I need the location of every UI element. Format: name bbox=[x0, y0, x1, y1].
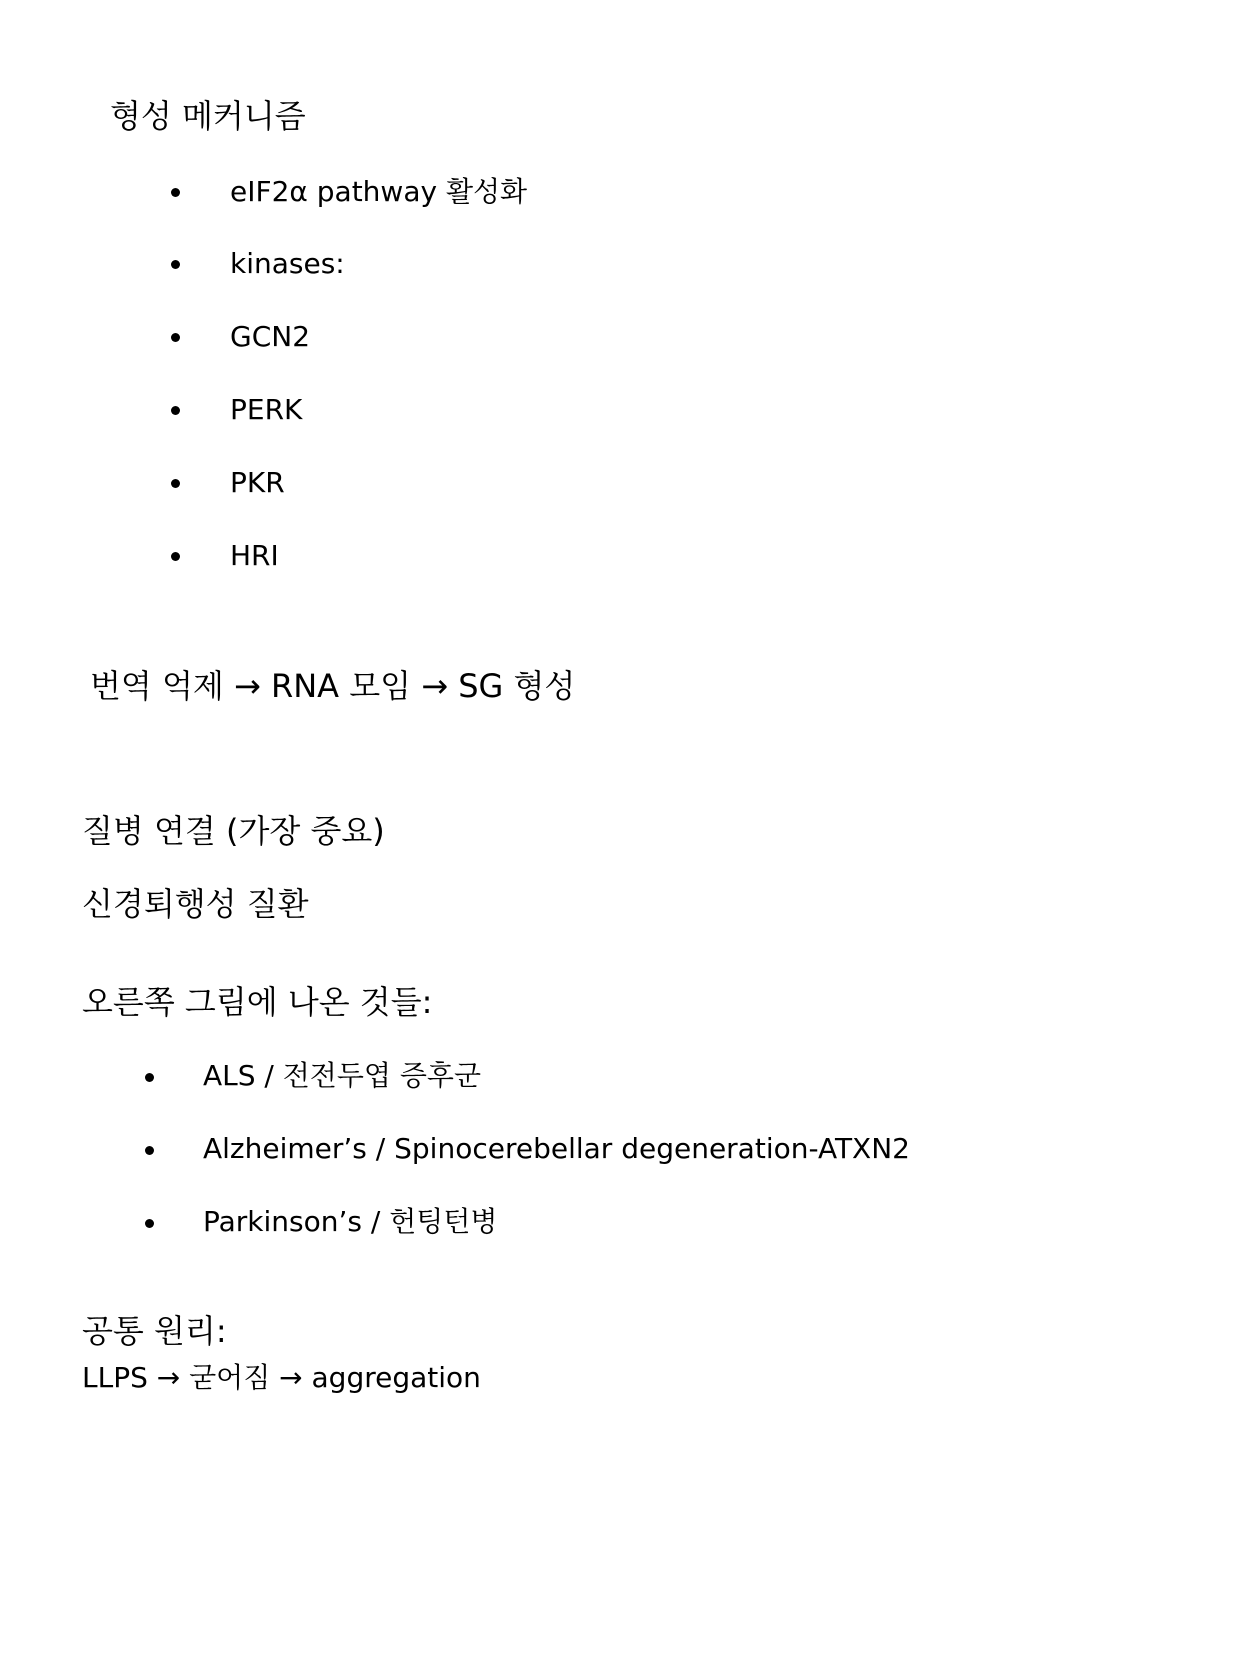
list-item-text: PKR bbox=[230, 466, 285, 499]
list-item-text: eIF2α pathway 활성화 bbox=[230, 175, 528, 208]
bullet-dot bbox=[145, 1073, 154, 1082]
bullet-dot bbox=[171, 406, 180, 415]
bullet-dot bbox=[171, 260, 180, 269]
disease-subtitle: 신경퇴행성 질환 bbox=[82, 885, 309, 923]
list-item-text: ALS / 전전두엽 증후군 bbox=[203, 1059, 481, 1092]
list-item-text: GCN2 bbox=[230, 320, 311, 353]
bullet-dot bbox=[145, 1219, 154, 1228]
bullet-dot bbox=[171, 479, 180, 488]
list-item-text: kinases: bbox=[230, 247, 345, 280]
figure-intro: 오른쪽 그림에 나온 것들: bbox=[82, 983, 433, 1021]
bullet-dot bbox=[171, 188, 180, 197]
list-item-text: HRI bbox=[230, 539, 279, 572]
principle-heading: 공통 원리: bbox=[82, 1312, 227, 1350]
disease-heading: 질병 연결 (가장 중요) bbox=[82, 812, 385, 850]
list-item-text: Parkinson’s / 헌팅턴병 bbox=[203, 1205, 498, 1238]
bullet-dot bbox=[171, 333, 180, 342]
principle-flow: LLPS → 굳어짐 → aggregation bbox=[82, 1361, 481, 1394]
list-item-text: PERK bbox=[230, 393, 303, 426]
bullet-dot bbox=[171, 552, 180, 561]
bullet-dot bbox=[145, 1146, 154, 1155]
mechanism-flow: 번역 억제 → RNA 모임 → SG 형성 bbox=[90, 667, 576, 705]
mechanism-heading: 형성 메커니즘 bbox=[110, 97, 306, 135]
list-item-text: Alzheimer’s / Spinocerebellar degeneration-ATXN2 bbox=[203, 1132, 910, 1165]
